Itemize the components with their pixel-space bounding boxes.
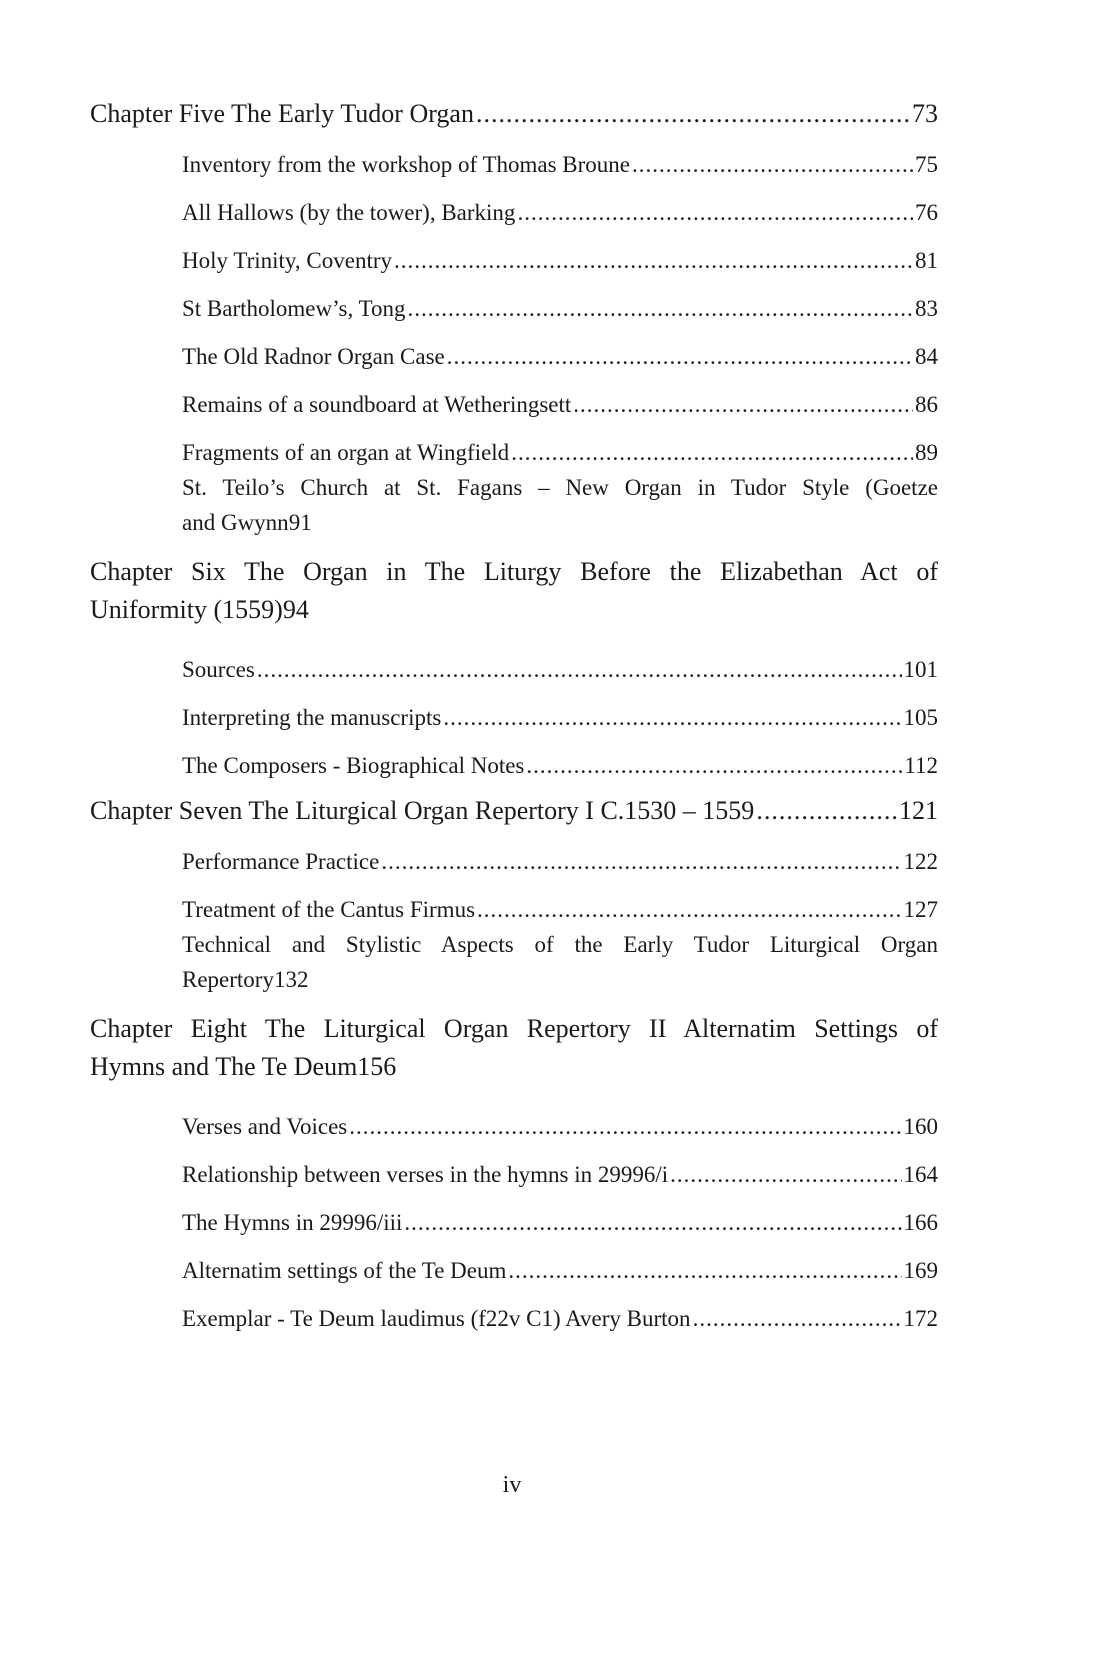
toc-entry-title: Relationship between verses in the hymns in 29996/i — [182, 1162, 669, 1187]
toc-entry-title: Chapter Seven The Liturgical Organ Repertory I C.1530 – 1559 — [90, 796, 755, 825]
toc-entry-title: Exemplar - Te Deum laudimus (f22v C1) Avery Burton — [182, 1306, 691, 1331]
toc-entry-page: 121 — [899, 796, 938, 825]
toc-entry-line2 — [182, 505, 938, 540]
toc-entry-title: Verses and Voices — [182, 1114, 348, 1139]
toc-section — [182, 1240, 938, 1288]
table-of-contents — [90, 86, 938, 1336]
toc-entry-title: St Bartholomew’s, Tong — [182, 296, 406, 321]
toc-entry-title: Treatment of the Cantus Firmus — [182, 897, 476, 922]
toc-section — [182, 735, 938, 783]
toc-section — [182, 879, 938, 927]
toc-entry-page: 156 — [357, 1052, 397, 1081]
toc-entry-page: 122 — [903, 849, 938, 874]
toc-chapter-five — [90, 86, 938, 134]
toc-section — [182, 1192, 938, 1240]
dot-leader — [349, 1110, 901, 1144]
dot-leader — [404, 1206, 901, 1240]
toc-entry-page: 105 — [903, 705, 938, 730]
toc-entry-page: 166 — [903, 1210, 938, 1235]
toc-section — [182, 1288, 938, 1336]
dot-leader — [670, 1158, 901, 1192]
toc-entry-title: Performance Practice — [182, 849, 380, 874]
toc-entry-title: Fragments of an organ at Wingfield — [182, 440, 510, 465]
toc-entry-page: 84 — [915, 344, 938, 369]
toc-entry-page: 73 — [912, 99, 938, 128]
toc-entry-title-line1: Chapter Six The Organ in The Liturgy Before the Elizabethan Act of — [90, 557, 938, 586]
toc-chapter-seven — [90, 783, 938, 831]
page-number: iv — [502, 1472, 522, 1498]
toc-entry-title-line2: Repertory — [182, 967, 274, 992]
dot-leader — [477, 893, 901, 927]
toc-section — [182, 422, 938, 470]
toc-section — [182, 326, 938, 374]
toc-entry-line2 — [90, 591, 938, 629]
toc-entry-page: 132 — [273, 967, 309, 992]
dot-leader — [381, 845, 901, 879]
dot-leader — [508, 1254, 901, 1288]
toc-section — [182, 1144, 938, 1192]
toc-section-multiline — [182, 927, 938, 997]
dot-leader — [632, 148, 913, 182]
toc-entry-title: Inventory from the workshop of Thomas Broune — [182, 152, 630, 177]
toc-entry-page: 101 — [903, 657, 938, 682]
toc-entry-page: 91 — [288, 510, 312, 535]
dot-leader — [756, 791, 897, 831]
toc-entry-title: The Old Radnor Organ Case — [182, 344, 445, 369]
dot-leader — [447, 340, 913, 374]
dot-leader — [511, 436, 913, 470]
toc-section — [182, 1096, 938, 1144]
toc-entry-page: 81 — [915, 248, 938, 273]
toc-entry-page: 169 — [903, 1258, 938, 1283]
toc-section — [182, 374, 938, 422]
toc-chapter-eight — [90, 1010, 938, 1086]
toc-entry-title: Holy Trinity, Coventry — [182, 248, 393, 273]
toc-entry-page: 89 — [915, 440, 938, 465]
dot-leader — [693, 1302, 902, 1336]
toc-section-multiline — [182, 470, 938, 540]
toc-entry-title: Sources — [182, 657, 255, 682]
toc-entry-line2 — [90, 1048, 938, 1086]
toc-entry-page: 160 — [903, 1114, 938, 1139]
toc-entry-page: 164 — [903, 1162, 938, 1187]
dot-leader — [394, 244, 913, 278]
dot-leader — [573, 388, 913, 422]
toc-entry-title: All Hallows (by the tower), Barking — [182, 200, 516, 225]
toc-entry-title: Remains of a soundboard at Wetheringsett — [182, 392, 572, 417]
toc-section — [182, 831, 938, 879]
toc-section — [182, 687, 938, 735]
toc-section — [182, 230, 938, 278]
toc-entry-page: 86 — [915, 392, 938, 417]
toc-entry-title: Interpreting the manuscripts — [182, 705, 442, 730]
dot-leader — [476, 94, 910, 134]
toc-entry-title-line2: and Gwynn — [182, 510, 289, 535]
toc-section — [182, 639, 938, 687]
dot-leader — [443, 701, 901, 735]
dot-leader — [526, 749, 902, 783]
toc-entry-title-line2: Uniformity (1559) — [90, 595, 283, 624]
toc-entry-page: 75 — [915, 152, 938, 177]
toc-entry-title-line2: Hymns and The Te Deum — [90, 1052, 358, 1081]
toc-entry-page: 127 — [903, 897, 938, 922]
toc-entry-title-line1: Technical and Stylistic Aspects of the Early Tudor Liturgical Organ — [182, 932, 938, 957]
toc-entry-page: 76 — [915, 200, 938, 225]
toc-chapter-six — [90, 553, 938, 629]
toc-entry-title: Alternatim settings of the Te Deum — [182, 1258, 507, 1283]
toc-entry-title: The Hymns in 29996/iii — [182, 1210, 403, 1235]
toc-entry-title-line1: St. Teilo’s Church at St. Fagans – New Organ in Tudor Style (Goetze — [182, 475, 938, 500]
dot-leader — [408, 292, 914, 326]
toc-entry-title: The Composers - Biographical Notes — [182, 753, 525, 778]
toc-entry-title-line1: Chapter Eight The Liturgical Organ Repertory II Alternatim Settings of — [90, 1014, 938, 1043]
toc-entry-title: Chapter Five The Early Tudor Organ — [90, 99, 474, 128]
toc-entry-page: 172 — [903, 1306, 938, 1331]
toc-entry-page: 83 — [915, 296, 938, 321]
toc-entry-page: 94 — [282, 595, 309, 624]
dot-leader — [517, 196, 913, 230]
toc-entry-line2 — [182, 962, 938, 997]
dot-leader — [257, 653, 902, 687]
toc-section — [182, 182, 938, 230]
toc-entry-page: 112 — [904, 753, 938, 778]
toc-section — [182, 278, 938, 326]
toc-section — [182, 134, 938, 182]
